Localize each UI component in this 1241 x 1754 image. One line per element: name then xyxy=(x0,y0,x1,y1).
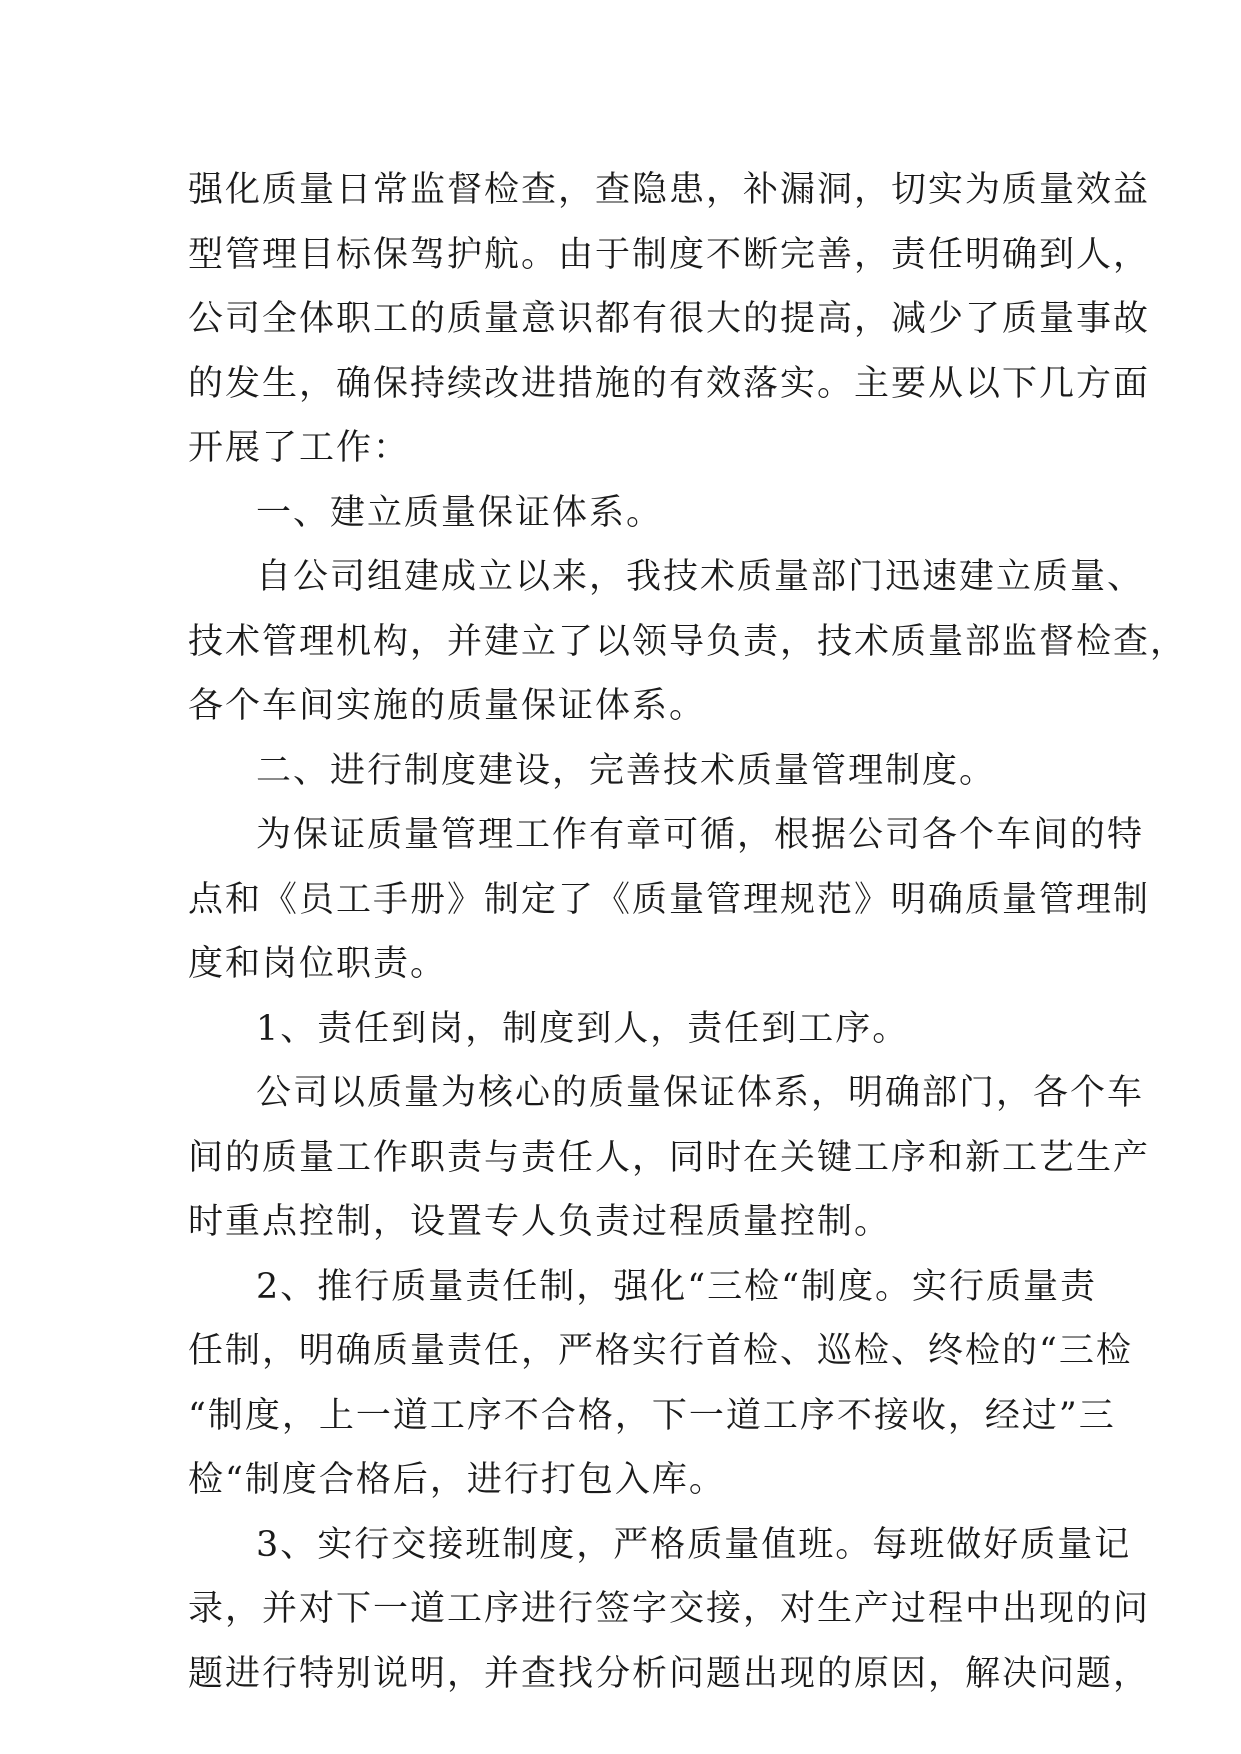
text-line: 度和岗位职责。 xyxy=(188,944,448,984)
list-item-heading: 1、责任到岗，制度到人，责任到工序。 xyxy=(256,1008,910,1049)
text-line: 开展了工作： xyxy=(188,428,411,468)
text-line: 公司全体职工的质量意识都有很大的提高，减少了质量事故 xyxy=(188,299,1151,339)
document-body xyxy=(188,158,1188,1706)
text-line: 检“制度合格后，进行打包入库。 xyxy=(188,1460,726,1500)
section-heading: 一、建立质量保证体系。 xyxy=(256,492,664,533)
text-line: 间的质量工作职责与责任人，同时在关键工序和新工艺生产 xyxy=(188,1137,1151,1178)
text-line: 各个车间实施的质量保证体系。 xyxy=(188,686,707,726)
section-heading: 二、进行制度建设，完善技术质量管理制度。 xyxy=(256,750,997,791)
text-line: 题进行特别说明，并查找分析问题出现的原因，解决问题， xyxy=(188,1653,1151,1694)
text-line: 自公司组建成立以来，我技术质量部门迅速建立质量、 xyxy=(256,557,1145,597)
text-line: 任制，明确质量责任，严格实行首检、巡检、终检的“三检 xyxy=(188,1331,1133,1371)
text-line: 型管理目标保驾护航。由于制度不断完善，责任明确到人， xyxy=(188,234,1151,275)
text-line: 公司以质量为核心的质量保证体系，明确部门，各个车 xyxy=(256,1073,1145,1113)
text-line: 为保证质量管理工作有章可循，根据公司各个车间的特 xyxy=(256,815,1145,855)
text-line: 录，并对下一道工序进行签字交接，对生产过程中出现的问 xyxy=(188,1589,1151,1629)
list-item-heading: 2、推行质量责任制，强化“三检“制度。实行质量责 xyxy=(256,1266,1098,1307)
text-line: 点和《员工手册》制定了《质量管理规范》明确质量管理制 xyxy=(188,879,1151,920)
text-line: 的发生，确保持续改进措施的有效落实。主要从以下几方面 xyxy=(188,363,1151,404)
text-line: 强化质量日常监督检查，查隐患，补漏洞，切实为质量效益 xyxy=(188,170,1151,210)
text-line: 时重点控制，设置专人负责过程质量控制。 xyxy=(188,1202,892,1242)
text-line: 技术管理机构，并建立了以领导负责，技术质量部监督检查， xyxy=(188,621,1188,662)
list-item-heading: 3、实行交接班制度，严格质量值班。每班做好质量记 xyxy=(256,1524,1132,1565)
text-line: “制度，上一道工序不合格，下一道工序不接收，经过”三 xyxy=(188,1395,1116,1436)
